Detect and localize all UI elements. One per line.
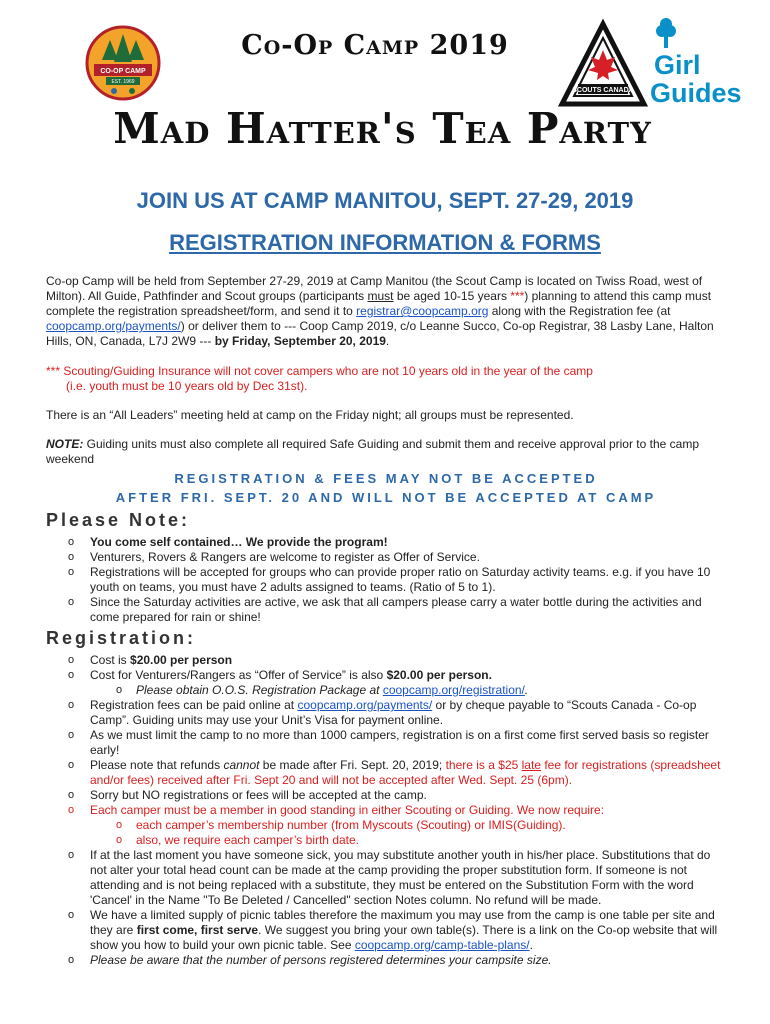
list-item: o Registrations will be accepted for groups who can provide proper ratio on Saturday activity teams. e.g. if you have 10 youth on teams, you must have 2 adults assigned to teams. (Ratio of 5 to 1). — [46, 565, 726, 595]
payments-link-2[interactable]: coopcamp.org/payments/ — [297, 698, 433, 712]
coop-camp-logo — [86, 22, 160, 104]
registration-list — [46, 653, 726, 968]
list-item: o We have a limited supply of picnic tables therefore the maximum you may use from the camp is one table per site and they are first come, first serve. We suggest you bring your own table(s). There is a link on the Co-op website that will show you how to build your own picnic table. See coopcamp.org/camp-table-plans/. — [46, 908, 726, 953]
list-item: o Cost for Venturers/Rangers as “Offer of Service” is also $20.00 per person. — [46, 668, 726, 683]
intro-paragraph: Co-op Camp will be held from September 27-29, 2019 at Camp Manitou (the Scout Camp is located on Twiss Road, west of Milton). All Guide, Pathfinder and Scout groups (participants must be aged 10-15 years ***) planning to attend this camp must complete the registration spreadsheet/form, and send it to registrar@coopcamp.org along with the Registration fee (at coopcamp.org/payments/) or deliver them to --- Coop Camp 2019, c/o Leanne Succo, Co-op Registrar, 38 Lasby Lane, Halton Hills, ON, Canada, L7J 2W9 --- by Friday, September 20, 2019. — [46, 274, 714, 348]
list-item: o Please be aware that the number of persons registered determines your campsite size. — [46, 953, 726, 968]
payments-link[interactable]: coopcamp.org/payments/ — [46, 319, 181, 333]
list-item: o Sorry but NO registrations or fees will be accepted at the camp. — [46, 788, 726, 803]
leaders-meeting-text: There is an “All Leaders” meeting held at camp on the Friday night; all groups must be represented. — [46, 408, 574, 422]
list-item: o Please obtain O.O.S. Registration Package at coopcamp.org/registration/. — [46, 683, 726, 698]
list-item: o Venturers, Rovers & Rangers are welcome to register as Offer of Service. — [46, 550, 726, 565]
scouts-canada-logo — [558, 20, 648, 108]
logo-gg-girl: Girl — [654, 50, 701, 80]
join-heading: JOIN US AT CAMP MANITOU, SEPT. 27-29, 2019 — [136, 188, 634, 213]
registration-forms-heading: REGISTRATION INFORMATION & FORMS — [169, 230, 601, 255]
list-item: o Please note that refunds cannot be made after Fri. Sept. 20, 2019; there is a $25 late fee for registrations (spreadsheet and/or fees) received after Fri. Sept 20 and will not be accepted after Wed. Sept. 25 (6pm). — [46, 758, 726, 788]
list-item: o each camper’s membership number (from Myscouts (Scouting) or IMIS(Guiding). — [46, 818, 726, 833]
registrar-email-link[interactable]: registrar@coopcamp.org — [356, 304, 489, 318]
logo-gg-guides: Guides — [650, 78, 742, 108]
list-item: o As we must limit the camp to no more than 1000 campers, registration is on a first come first served basis so register early! — [46, 728, 726, 758]
list-item: o also, we require each camper’s birth date. — [46, 833, 726, 848]
girl-guides-logo — [648, 20, 742, 108]
list-item: o If at the last moment you have someone sick, you may substitute another youth in his/her place. Substitutions that do not alter your total head count can be made at the camp providing the proper substitution form. If someone is not attending and is not being replaced with a substitute, they must be entered on the Substitution Form with the word 'Cancel' in the Name "To Be Deleted / Cancelled" section Notes column. No refund will be made. — [46, 848, 726, 908]
list-item: o Each camper must be a member in good standing in either Scouting or Guiding. We now require: — [46, 803, 726, 818]
deadline-banner-line-1: REGISTRATION & FEES MAY NOT BE ACCEPTED — [174, 471, 598, 486]
event-title: Mad Hatter's Tea Party — [113, 104, 652, 153]
list-item: o Cost is $20.00 per person — [46, 653, 726, 668]
list-item: o Since the Saturday activities are active, we ask that all campers please carry a water bottle during the activities and come prepared for rain or shine! — [46, 595, 726, 625]
registration-package-link[interactable]: coopcamp.org/registration/ — [382, 683, 525, 697]
deadline-banner-line-2: AFTER FRI. SEPT. 20 AND WILL NOT BE ACCEPTED AT CAMP — [115, 490, 657, 505]
list-item: o Registration fees can be paid online at coopcamp.org/payments/ or by cheque payable to “Scouts Canada - Co-op Camp”. Guiding units may use your Unit’s Visa for payment online. — [46, 698, 726, 728]
document-body — [46, 274, 726, 968]
logo-scouts-text: SCOUTS CANADA — [572, 87, 634, 94]
insurance-notice: *** Scouting/Guiding Insurance will not cover campers who are not 10 years old in the year of the camp (i.e. youth must be 10 years old by Dec 31st). — [46, 364, 593, 393]
list-item: o You come self contained… We provide the program! — [46, 535, 726, 550]
table-plans-link[interactable]: coopcamp.org/camp-table-plans/ — [354, 938, 530, 952]
please-note-heading: Please Note: — [46, 510, 191, 530]
logo-coop-est: EST. 1969 — [111, 79, 135, 85]
registration-heading: Registration: — [46, 628, 197, 648]
logo-coop-title: CO-OP CAMP — [100, 68, 146, 75]
guiding-note: NOTE: Guiding units must also complete all required Safe Guiding and submit them and receive approval prior to the camp weekend — [46, 437, 700, 466]
camp-title: Co-Op Camp 2019 — [241, 30, 509, 61]
please-note-list — [46, 535, 726, 625]
